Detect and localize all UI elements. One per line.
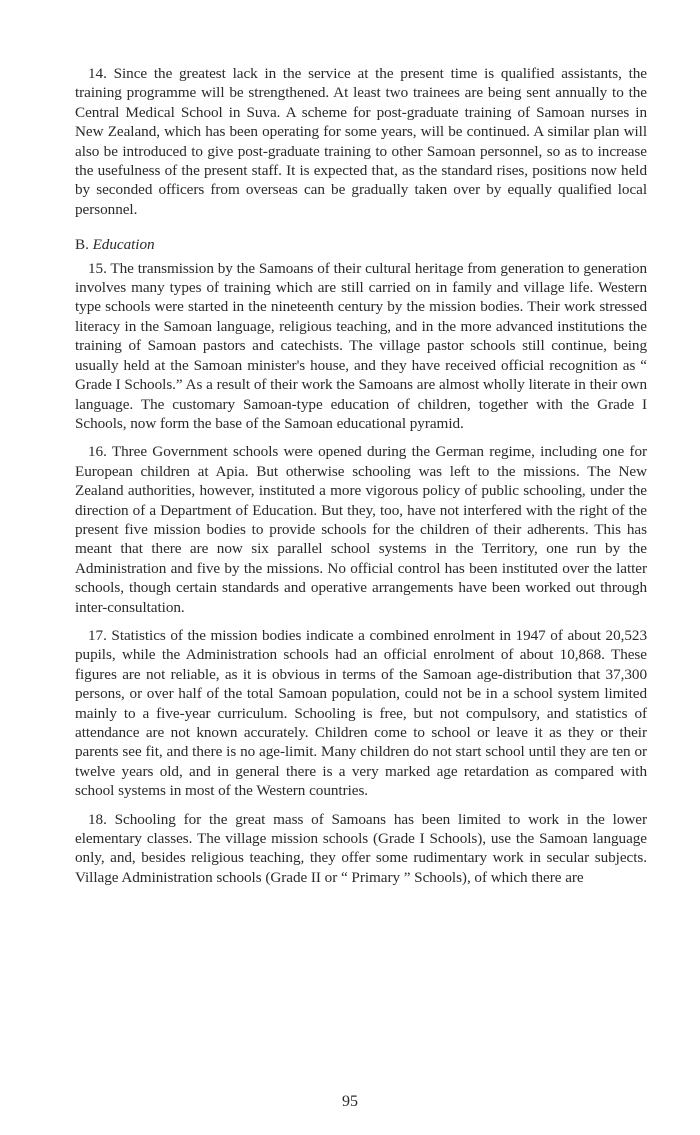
paragraph-16: 16. Three Government schools were opened during the German regime, including one for European children at Apia. But otherwise schooling was left to the missions. The New Zealand authorities, however, instituted a more vigorous policy of public schooling, under the direction of a Department of Education. But they, too, have not interfered with the right of the present five mission bodies to provide schools for the children of their adherents. This has meant that there are now six parallel school systems in the Territory, one run by the Administration and five by the missions. No official control has been instituted over the latter schools, though certain standards and operative arrangements have been worked out through inter-consultation. (75, 443, 647, 616)
page-number: 95 (342, 1093, 358, 1110)
section-letter: B. (75, 236, 89, 254)
section-title: Education (92, 236, 155, 254)
paragraph-15: 15. The transmission by the Samoans of their cultural heritage from generation to generation involves many types of training which are still carried on in family and village life. Western type schools were started in the nineteenth century by the mission bodies. Their work stressed literacy in the Samoan language, religious teaching, and in the more advanced institutions the training of Samoan pastors and catechists. The village pastor schools still continue, being usually held at the Samoan minister's house, and they have received official recognition as “ Grade I Schools.” As a result of their work the Samoans are almost wholly literate in their own language. The customary Samoan-type education of children, together with the Grade I Schools, now form the base of the Samoan educational pyramid. (75, 259, 647, 432)
paragraph-17: 17. Statistics of the mission bodies indicate a combined enrolment in 1947 of about 20,523 pupils, while the Administration schools had an official enrolment of about 10,868. These figures are not reliable, as it is obvious in terms of the Samoan age-distribution that 37,300 persons, or over half of the total Samoan population, could not be in a school system limited mainly to a five-year curriculum. Schooling is free, but not compulsory, and statistics of attendance are not known accurately. Children come to school or leave it as they or their parents see fit, and there is no age-limit. Many children do not start school until they are ten or twelve years old, and in general there is a very marked age retardation as compared with school systems in most of the Western countries. (75, 626, 647, 800)
paragraph-14: 14. Since the greatest lack in the service at the present time is qualified assistants, the training programme will be strengthened. At least two trainees are being sent annually to the Central Medical School in Suva. A scheme for post-graduate training of Samoan nurses in New Zealand, which has been operating for some years, will be continued. A similar plan will also be introduced to give post-graduate training to other Samoan personnel, so as to increase the usefulness of the present staff. It is expected that, as the standard rises, positions now held by seconded officers from overseas can be gradually taken over by equally qualified local personnel. (75, 65, 647, 218)
section-heading (75, 235, 647, 254)
paragraph-18: 18. Schooling for the great mass of Samoans has been limited to work in the lower elementary classes. The village mission schools (Grade I Schools), use the Samoan language only, and, besides religious teaching, they offer some rudimentary work in secular subjects. Village Administration schools (Grade II or “ Primary ” Schools), of which there are (75, 810, 647, 886)
document-body (75, 64, 647, 896)
